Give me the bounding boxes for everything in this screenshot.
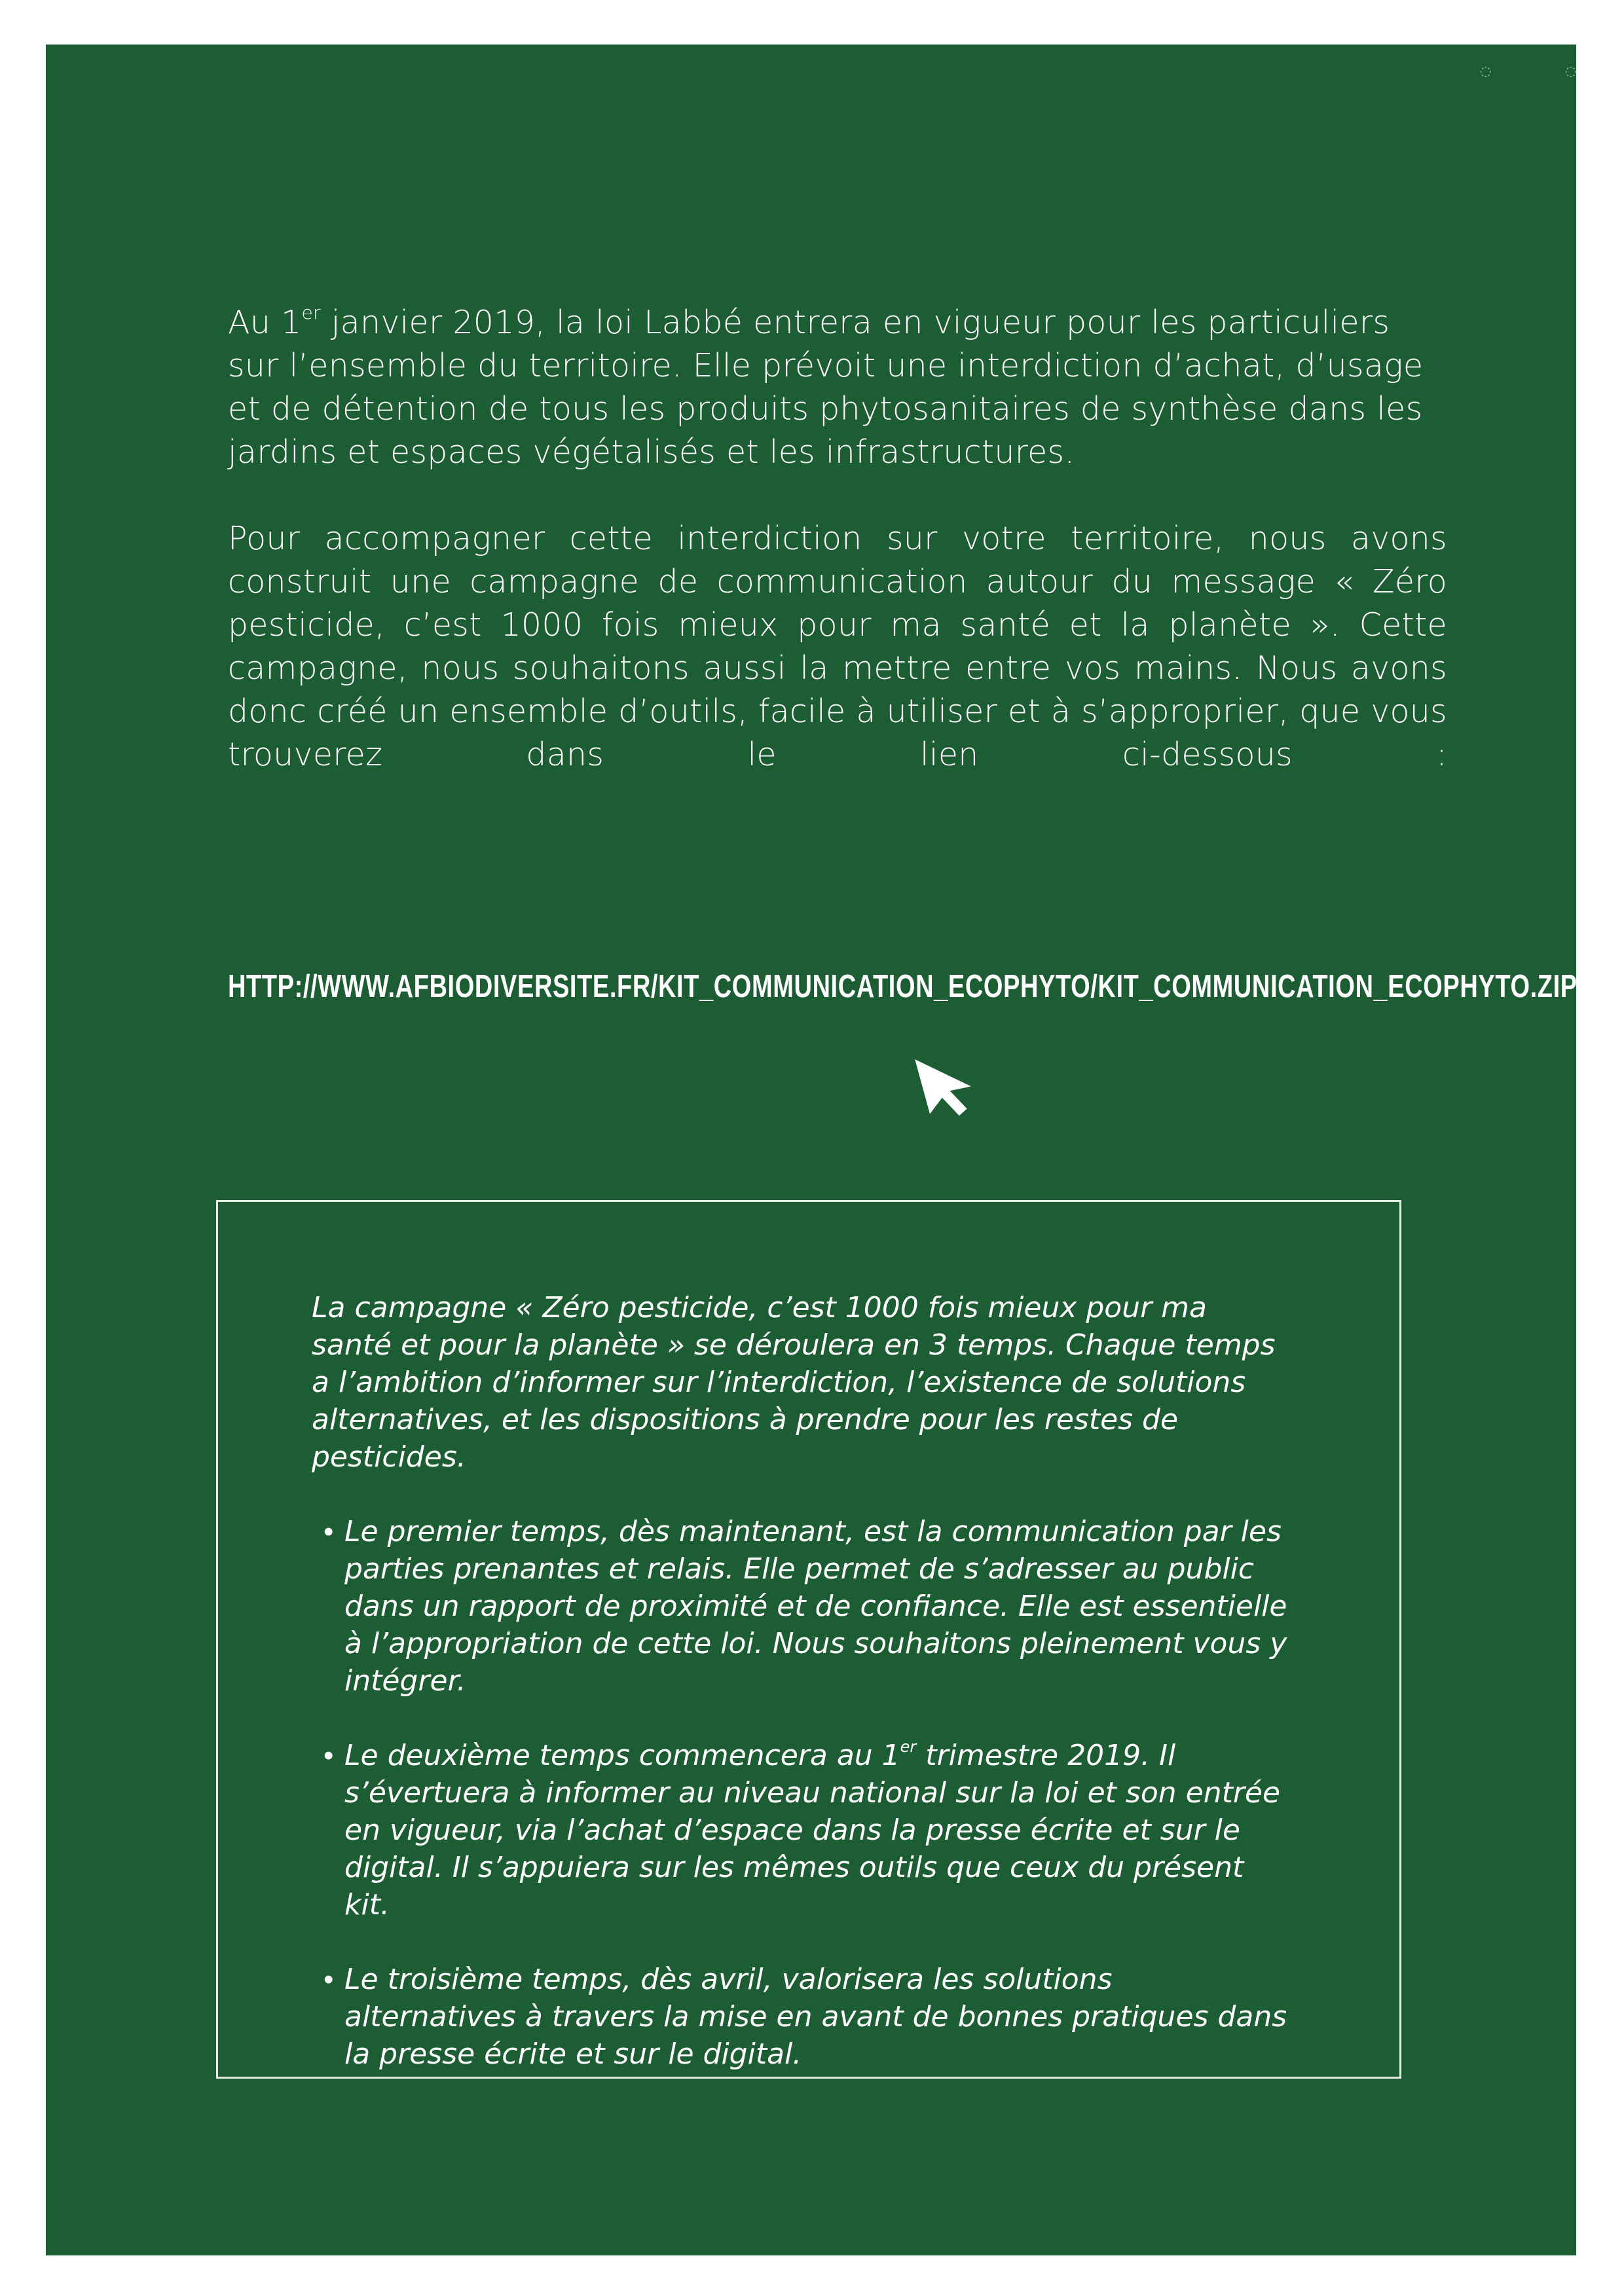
campaign-info-content: [312, 1289, 1287, 2110]
intro-paragraph-2: Pour accompagner cette interdiction sur votre territoire, nous avons construit une campagne de communication autour du message « Zéro pesticide, c’est 1000 fois mieux pour ma santé et la planète ». Cette campagne, nous souhaitons aussi la mettre entre vos mains. Nous avons donc créé un ensemble d’outils, facile à utiliser et à s’approprier, que vous trouverez dans le lien ci-dessous :: [228, 520, 1447, 773]
ordinal-superscript: er: [900, 1738, 917, 1756]
download-kit-link[interactable]: HTTP://WWW.AFBIODIVERSITE.FR/KIT_COMMUNICATION_ECOPHYTO/KIT_COMMUNICATION_ECOPHYTO.ZIP: [228, 969, 1578, 1005]
intro-text: [228, 301, 1447, 820]
binding-hole-mark-icon: ◌: [1565, 63, 1577, 79]
ordinal-superscript: er: [301, 302, 321, 323]
list-item: • Le troisième temps, dès avril, valorisera les solutions alternatives à travers la mise en avant de bonnes pratiques dans la presse écrite et sur le digital.: [312, 1961, 1287, 2073]
green-page: [46, 45, 1576, 2255]
list-item: • Le premier temps, dès maintenant, est la communication par les parties prenantes et relais. Elle permet de s’adresser au public dans un rapport de proximité et de confiance. Elle est essentielle à l’appropriation de cette loi. Nous souhaitons pleinement vous y intégrer.: [312, 1513, 1287, 1700]
binding-hole-mark-icon: ◌: [1480, 63, 1492, 79]
list-item: • Le deuxième temps commencera au 1er trimestre 2019. Il s’évertuera à informer au niveau national sur la loi et son entrée en vigueur, via l’achat d’espace dans la presse écrite et sur le digital. Il s’appuiera sur les mêmes outils que ceux du présent kit.: [312, 1737, 1287, 1923]
campaign-intro: La campagne « Zéro pesticide, c’est 1000 fois mieux pour ma santé et pour la planète » se déroulera en 3 temps. Chaque temps a l’ambition d’informer sur l’interdiction, l’existence de solutions alternatives, et les dispositions à prendre pour les restes de pesticides.: [312, 1291, 1276, 1474]
intro-paragraph-1: Au 1er janvier 2019, la loi Labbé entrera en vigueur pour les particuliers sur l’ensemble du territoire. Elle prévoit une interdiction d’achat, d’usage et de détention de tous les produits phytosanitaires de synthèse dans les jardins et espaces végétalisés et les infrastructures.: [228, 302, 1424, 471]
campaign-phases-list: [312, 1513, 1287, 2073]
mouse-pointer-icon: [910, 1049, 982, 1121]
campaign-info-box: [216, 1200, 1401, 2079]
